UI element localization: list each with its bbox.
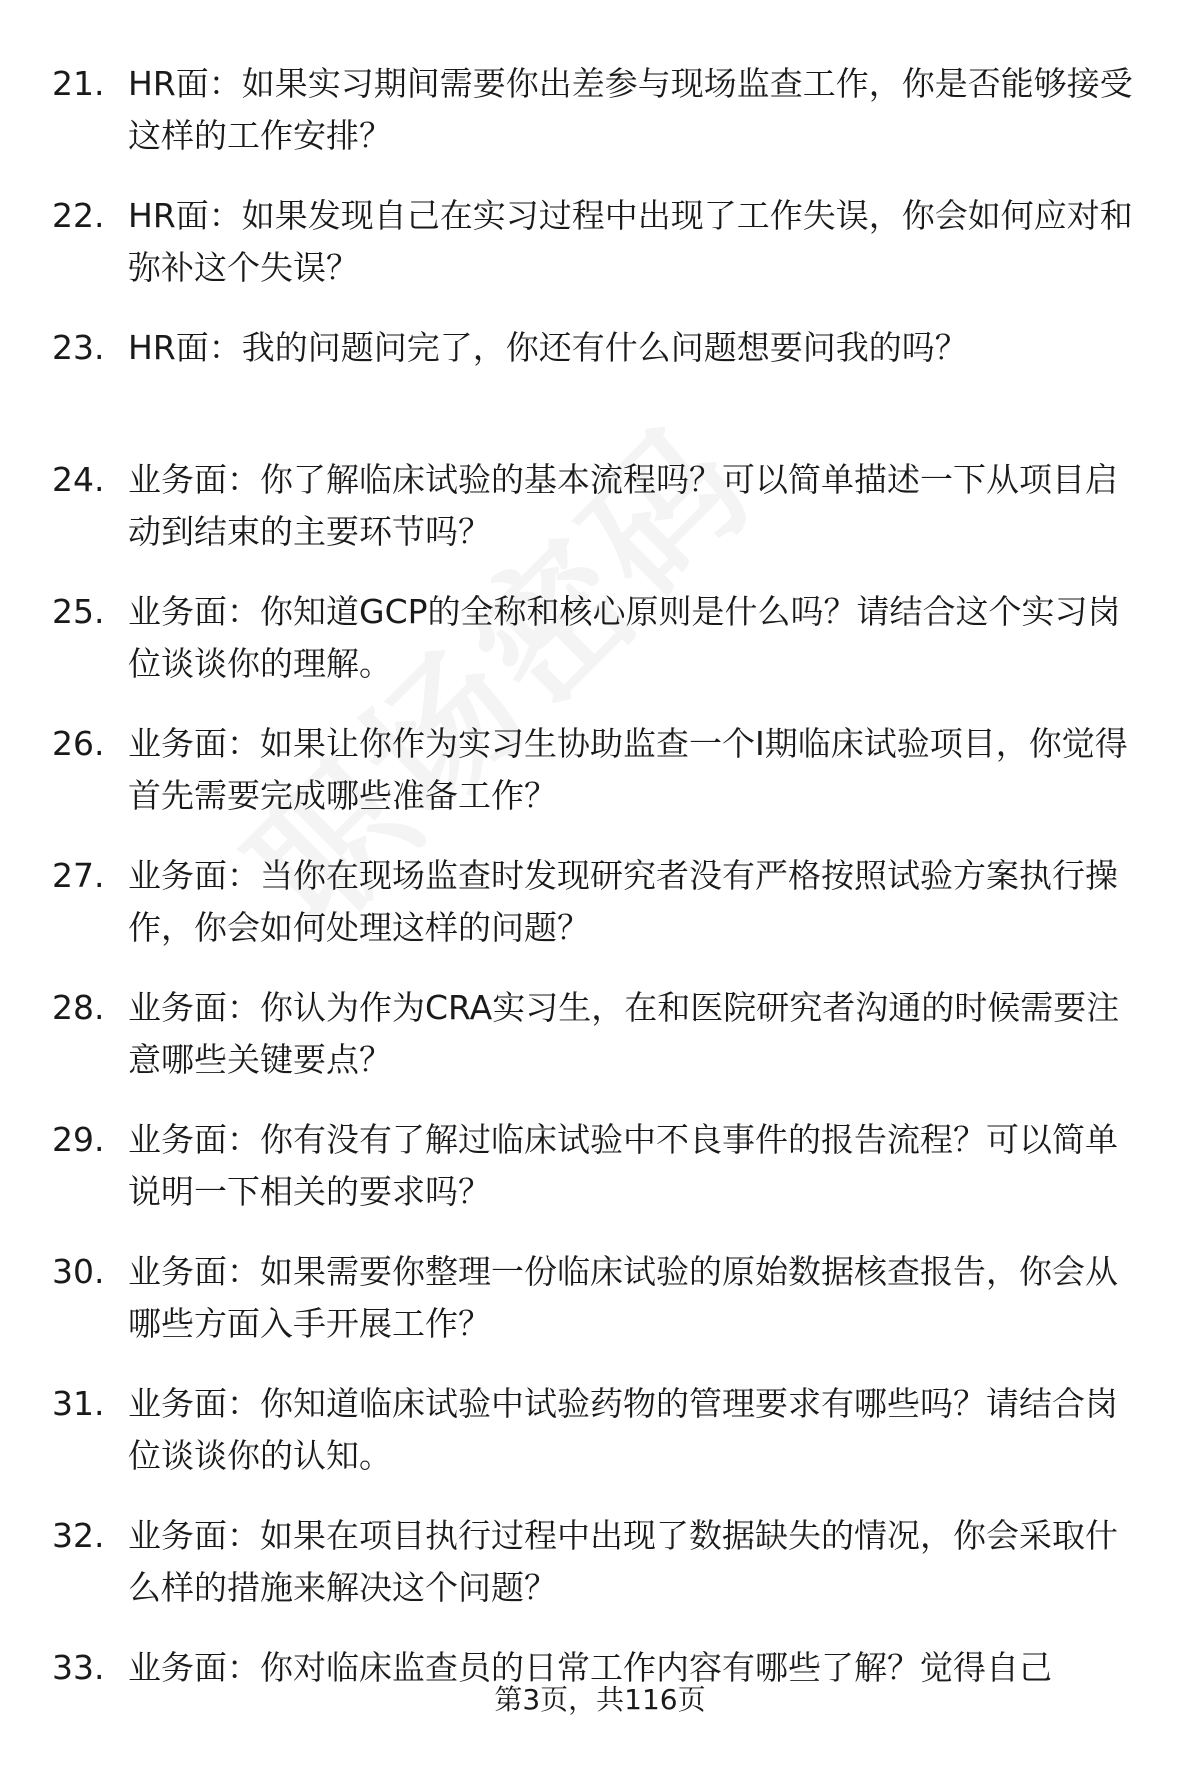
question-text: HR面：我的问题问完了，你还有什么问题想要问我的吗？ (128, 328, 968, 367)
question-text: 业务面：如果需要你整理一份临床试验的原始数据核查报告，你会从哪些方面入手开展工作？ (128, 1252, 1118, 1343)
list-item (0, 850, 1200, 982)
list-item (0, 322, 1200, 454)
list-item (0, 718, 1200, 850)
question-number: 28. (52, 988, 105, 1027)
list-item (0, 1510, 1200, 1642)
question-text: 业务面：你认为作为CRA实习生，在和医院研究者沟通的时候需要注意哪些关键要点？ (128, 988, 1120, 1079)
list-item (0, 454, 1200, 586)
list-item (0, 1114, 1200, 1246)
question-number: 30. (52, 1252, 105, 1291)
question-text: 业务面：如果在项目执行过程中出现了数据缺失的情况，你会采取什么样的措施来解决这个问题？ (128, 1516, 1118, 1607)
question-text: 业务面：你对临床监查员的日常工作内容有哪些了解？觉得自己 (128, 1648, 1052, 1687)
question-text: HR面：如果实习期间需要你出差参与现场监查工作，你是否能够接受这样的工作安排？ (128, 64, 1133, 155)
page-footer (0, 1680, 1200, 1720)
page-number-label: 第3页，共116页 (494, 1683, 706, 1716)
question-text: 业务面：当你在现场监查时发现研究者没有严格按照试验方案执行操作，你会如何处理这样的问题？ (128, 856, 1118, 947)
question-text: HR面：如果发现自己在实习过程中出现了工作失误，你会如何应对和弥补这个失误？ (128, 196, 1133, 287)
question-text: 业务面：你有没有了解过临床试验中不良事件的报告流程？可以简单说明一下相关的要求吗？ (128, 1120, 1118, 1211)
question-list (0, 58, 1200, 1774)
question-number: 25. (52, 592, 105, 631)
question-number: 27. (52, 856, 105, 895)
question-number: 29. (52, 1120, 105, 1159)
question-number: 24. (52, 460, 105, 499)
question-text: 业务面：你知道GCP的全称和核心原则是什么吗？请结合这个实习岗位谈谈你的理解。 (128, 592, 1121, 683)
list-item (0, 1246, 1200, 1378)
question-number: 32. (52, 1516, 105, 1555)
question-number: 33. (52, 1648, 105, 1687)
question-text: 业务面：你知道临床试验中试验药物的管理要求有哪些吗？请结合岗位谈谈你的认知。 (128, 1384, 1118, 1475)
question-number: 23. (52, 328, 105, 367)
list-item (0, 190, 1200, 322)
question-text: 业务面：如果让你作为实习生协助监查一个Ⅰ期临床试验项目，你觉得首先需要完成哪些准备工作？ (128, 724, 1128, 815)
list-item (0, 1378, 1200, 1510)
question-number: 31. (52, 1384, 105, 1423)
list-item (0, 58, 1200, 190)
question-number: 26. (52, 724, 105, 763)
question-number: 22. (52, 196, 105, 235)
question-text: 业务面：你了解临床试验的基本流程吗？可以简单描述一下从项目启动到结束的主要环节吗？ (128, 460, 1118, 551)
question-number: 21. (52, 64, 105, 103)
list-item (0, 586, 1200, 718)
list-item (0, 982, 1200, 1114)
